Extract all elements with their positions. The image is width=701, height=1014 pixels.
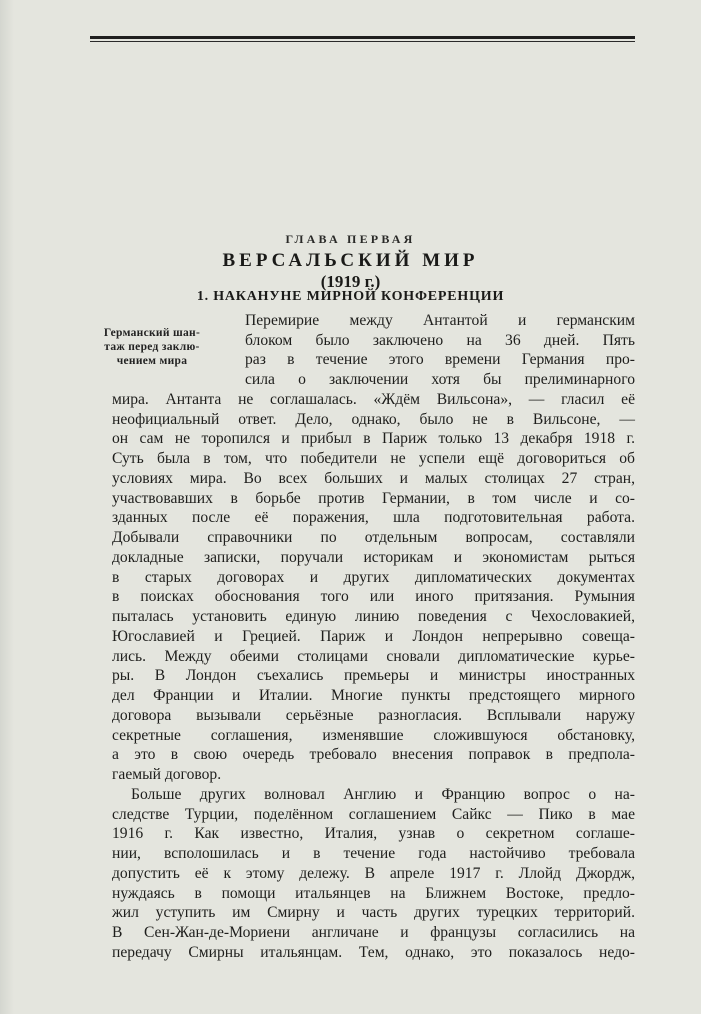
text-line: зданных после её поражения, шла подготовительная работа. xyxy=(112,509,635,526)
text-line: передачу Смирны итальянцам. Тем, однако, это показалось недо- xyxy=(112,944,635,961)
margin-note-line: таж перед заклю- xyxy=(104,341,200,353)
page-edge-shadow xyxy=(0,0,14,1014)
text-line: нии, всполошилась и в течение года настойчиво требовала xyxy=(112,845,635,862)
text-line: в поисках обоснования того или иного притязания. Румыния xyxy=(112,588,635,605)
text-line: участвовавших в борьбе против Германии, в том числе и со- xyxy=(112,490,635,507)
text-line: в старых договорах и других дипломатических документах xyxy=(112,569,635,586)
text-line: следстве Турции, поделённом соглашением Сайкс — Пико в мае xyxy=(112,806,635,823)
text-line: В Сен-Жан-де-Мориени англичане и французы согласились на xyxy=(112,924,635,941)
section-title: 1. НАКАНУНЕ МИРНОЙ КОНФЕРЕНЦИИ xyxy=(196,289,505,304)
text-line: гаемый договор. xyxy=(112,766,222,783)
text-line: докладные записки, поручали историкам и экономистам рыться xyxy=(112,549,635,566)
text-line: он сам не торопился и прибыл в Париж только 13 декабря 1918 г. xyxy=(112,430,635,447)
chapter-label: ГЛАВА ПЕРВАЯ xyxy=(285,232,416,246)
text-line: нуждаясь в помощи итальянцев на Ближнем Востоке, предло- xyxy=(112,885,635,902)
text-line: договора вызывали серьёзные разногласия. Всплывали наружу xyxy=(112,707,635,724)
text-line: раз в течение этого времени Германия про- xyxy=(245,351,635,368)
text-line: Перемирие между Антантой и германским xyxy=(245,312,635,329)
text-line: допустить её к этому дележу. В апреле 1917 г. Ллойд Джордж, xyxy=(112,865,635,882)
header-rule-full xyxy=(90,36,635,42)
text-line: лись. Между обеими столицами сновали дипломатические курье- xyxy=(112,648,635,665)
margin-note-line: Германский шан- xyxy=(103,327,201,339)
text-line: а это в свою очередь требовало внесения поправок в предпола- xyxy=(112,746,635,763)
text-line: условиях мира. Во всех больших и малых столицах 27 стран, xyxy=(112,470,635,487)
text-line: 1916 г. Как известно, Италия, узнав о секретном соглаше- xyxy=(112,825,635,842)
chapter-year: (1919 г.) xyxy=(320,272,381,291)
text-line: Больше других волновал Англию и Францию вопрос о на- xyxy=(131,786,635,803)
text-line: секретные соглашения, изменявшие сложившуюся обстановку, xyxy=(112,727,635,744)
text-line: жил уступить им Смирну и часть других турецких территорий. xyxy=(112,904,635,921)
text-line: дел Франции и Италии. Многие пункты предстоящего мирного xyxy=(112,687,635,704)
chapter-title: ВЕРСАЛЬСКИЙ МИР xyxy=(222,250,479,271)
margin-note-line: чением мира xyxy=(116,355,188,367)
text-line: Югославией и Грецией. Париж и Лондон непрерывно совеща- xyxy=(112,628,635,645)
text-line: сила о заключении хотя бы прелиминарного xyxy=(245,371,635,388)
text-line: Суть была в том, что победители не успели ещё договориться об xyxy=(112,450,635,467)
text-line: неофициальный ответ. Дело, однако, было не в Вильсоне, — xyxy=(112,411,635,428)
margin-note xyxy=(72,326,232,368)
text-line: Добывали справочники по отдельным вопросам, составляли xyxy=(112,529,635,546)
text-line: блоком было заключено на 36 дней. Пять xyxy=(245,332,635,349)
text-line: мира. Антанта не соглашалась. «Ждём Вильсона», — гласил её xyxy=(112,391,635,408)
text-line: пыталась установить единую линию поведения с Чехословакией, xyxy=(112,608,635,625)
text-line: ры. В Лондон съехались премьеры и министры иностранных xyxy=(112,667,635,684)
